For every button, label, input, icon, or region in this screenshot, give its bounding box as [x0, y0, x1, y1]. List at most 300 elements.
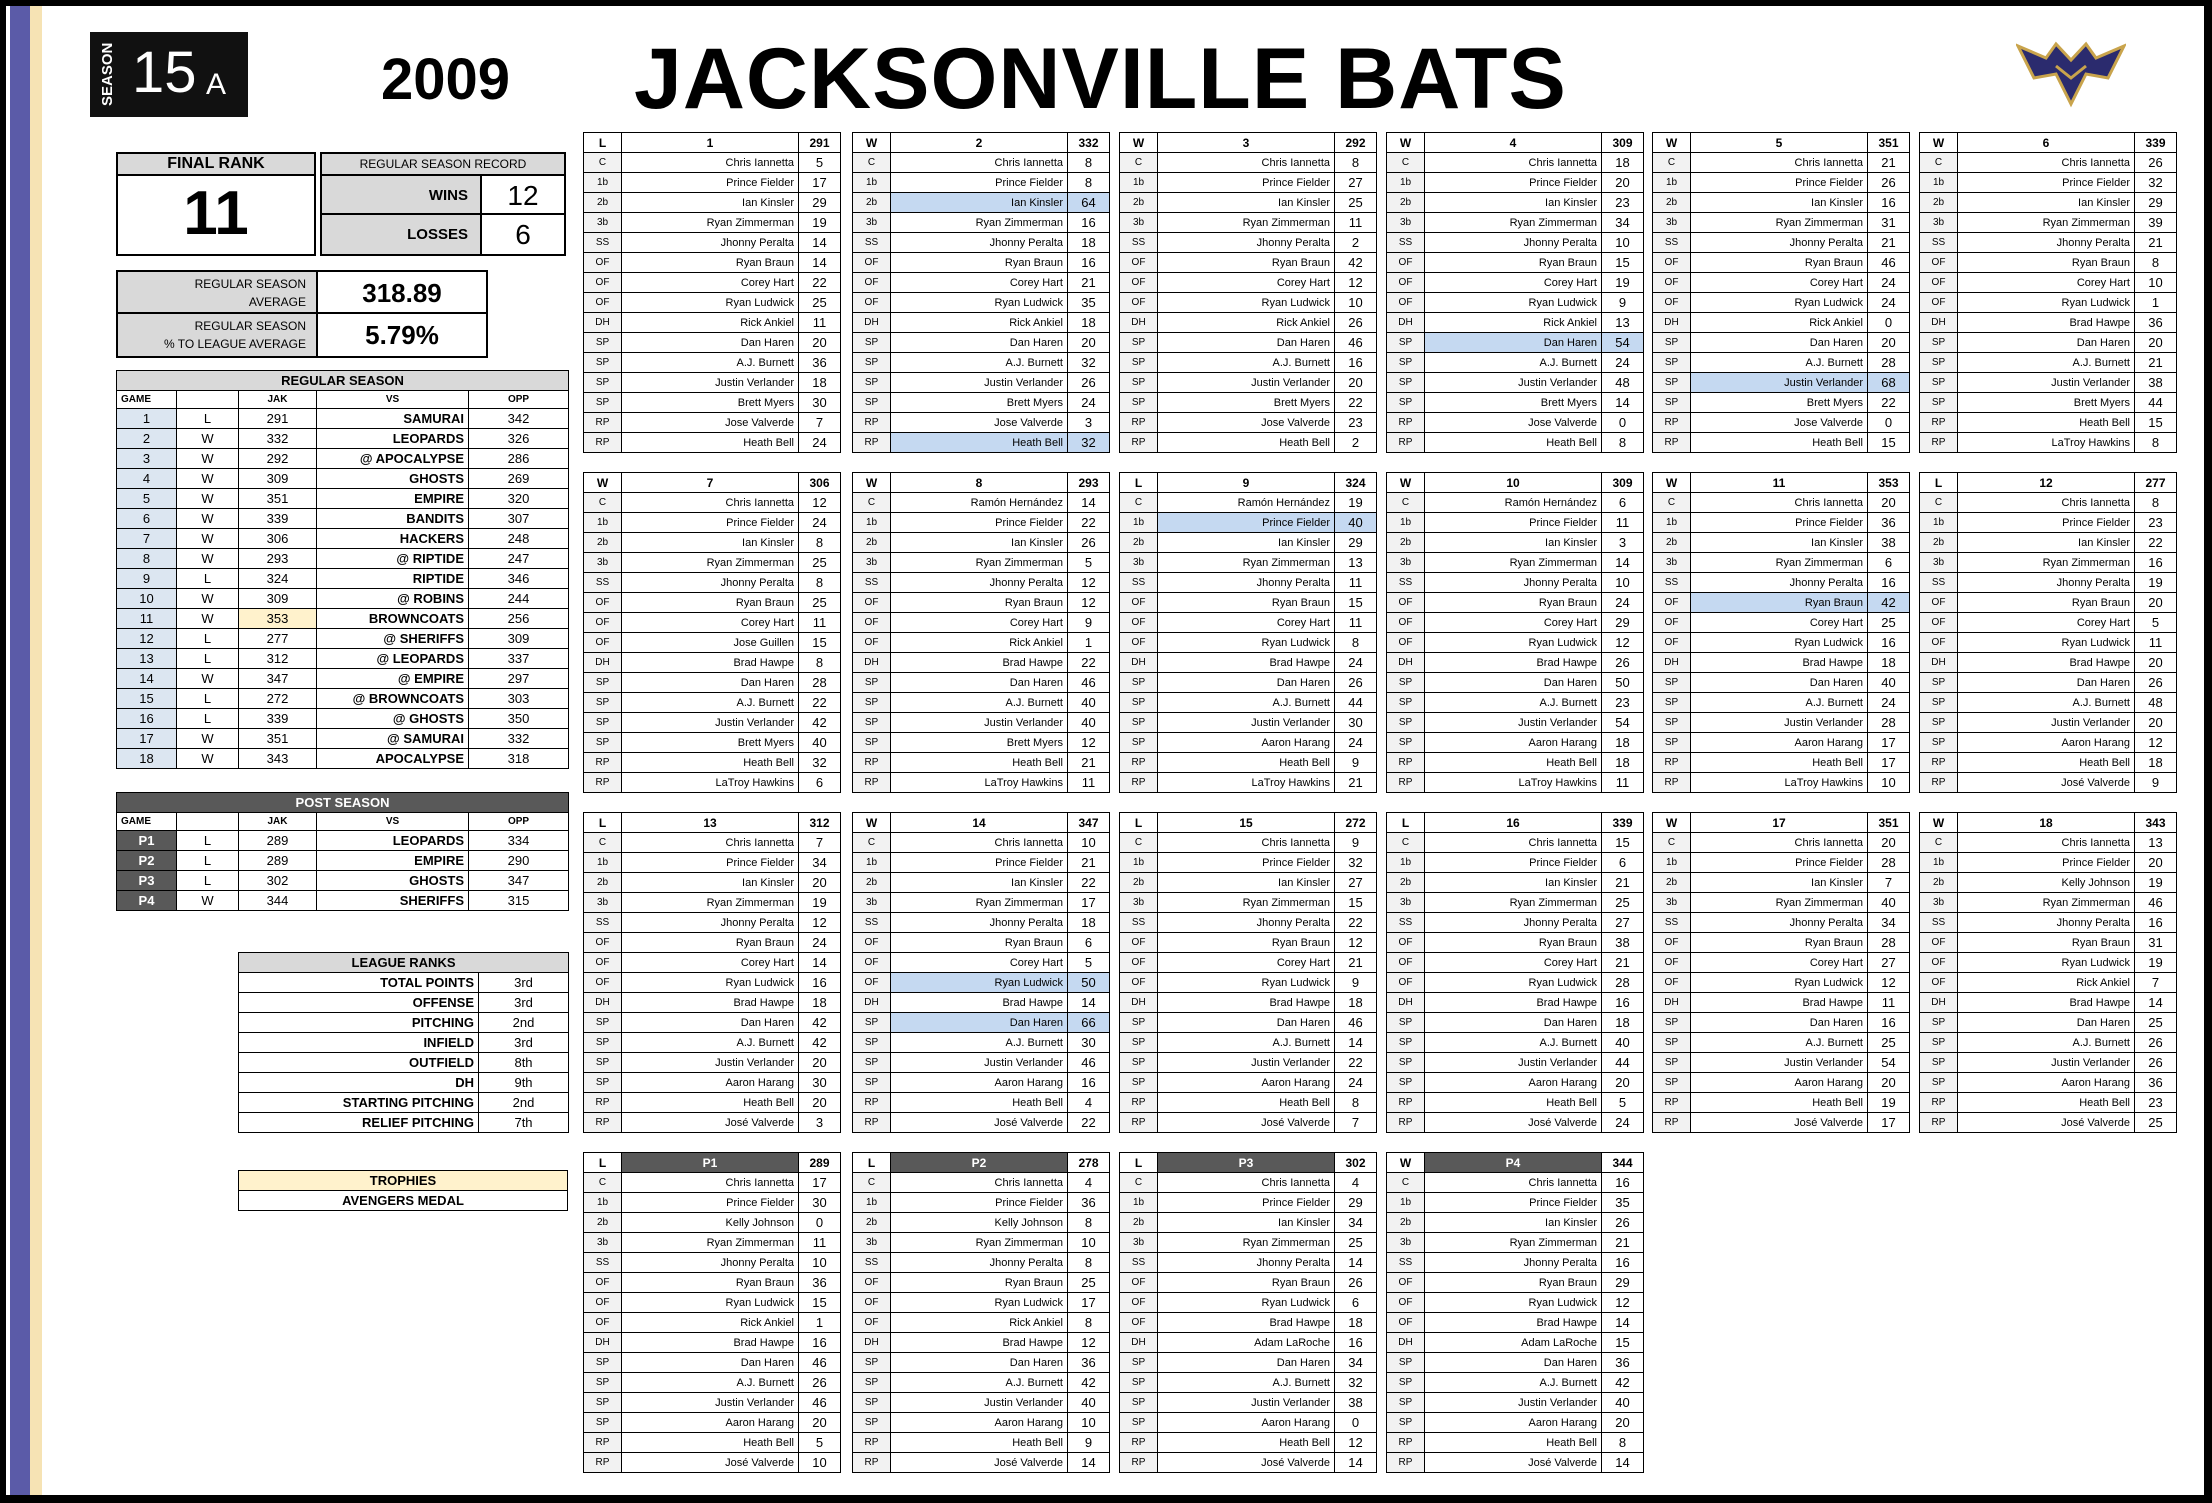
game-result: W: [853, 813, 891, 833]
game-number: P1: [117, 831, 177, 851]
player-name: Prince Fielder: [622, 513, 799, 533]
player-row: [1653, 333, 1910, 353]
season-badge: [90, 32, 248, 117]
player-row: [1120, 1173, 1377, 1193]
player-points: 12: [1335, 273, 1377, 293]
player-name: Heath Bell: [1158, 1093, 1335, 1113]
player-name: Ryan Braun: [1425, 933, 1602, 953]
position: SP: [584, 733, 622, 753]
player-row: [1653, 853, 1910, 873]
player-name: Ian Kinsler: [1158, 193, 1335, 213]
header-cell: JAK: [239, 813, 317, 831]
player-points: 36: [799, 1273, 841, 1293]
game-score: 339: [2135, 133, 2177, 153]
game-number: 16: [1425, 813, 1602, 833]
player-row: [584, 253, 841, 273]
game-number: 5: [117, 489, 177, 509]
player-name: Brett Myers: [622, 733, 799, 753]
game-table: [1652, 812, 1910, 1133]
player-points: 28: [1602, 973, 1644, 993]
result: W: [177, 669, 239, 689]
player-points: 12: [2135, 733, 2177, 753]
player-points: 24: [1602, 593, 1644, 613]
player-row: [1387, 1393, 1644, 1413]
player-row: [1920, 193, 2177, 213]
position: SP: [1387, 1013, 1425, 1033]
position: SP: [1120, 1013, 1158, 1033]
opp-score: 332: [469, 729, 569, 749]
season-label: SEASON: [99, 42, 116, 106]
player-row: [1920, 853, 2177, 873]
position: 2b: [584, 533, 622, 553]
player-points: 18: [2135, 753, 2177, 773]
player-name: Jhonny Peralta: [891, 913, 1068, 933]
player-row: [1387, 373, 1644, 393]
player-row: [1387, 1373, 1644, 1393]
player-points: 16: [1068, 253, 1110, 273]
position: C: [1387, 1173, 1425, 1193]
player-row: [1920, 433, 2177, 453]
game-header-row: [584, 473, 841, 493]
player-name: Prince Fielder: [891, 1193, 1068, 1213]
result: L: [177, 649, 239, 669]
player-points: 40: [1068, 693, 1110, 713]
player-points: 14: [1602, 393, 1644, 413]
player-points: 24: [1335, 653, 1377, 673]
position: 1b: [584, 853, 622, 873]
player-name: Heath Bell: [1425, 1433, 1602, 1453]
game-number: 4: [117, 469, 177, 489]
player-points: 42: [1068, 1373, 1110, 1393]
position: OF: [1120, 273, 1158, 293]
schedule-row: [117, 589, 569, 609]
player-row: [1120, 513, 1377, 533]
player-row: [1120, 873, 1377, 893]
player-row: [1120, 1193, 1377, 1213]
player-points: 24: [1868, 693, 1910, 713]
player-points: 31: [2135, 933, 2177, 953]
player-row: [1653, 173, 1910, 193]
player-points: 48: [1602, 373, 1644, 393]
player-points: 29: [2135, 193, 2177, 213]
player-name: Dan Haren: [622, 1013, 799, 1033]
game-box-P3: [1119, 1152, 1377, 1473]
player-name: Ryan Braun: [622, 253, 799, 273]
position: 1b: [853, 173, 891, 193]
rank-row: [239, 993, 569, 1013]
game-score: 351: [1868, 133, 1910, 153]
position: OF: [584, 273, 622, 293]
opp-score: 347: [469, 871, 569, 891]
player-row: [584, 873, 841, 893]
player-row: [1120, 1373, 1377, 1393]
player-name: Ryan Zimmerman: [622, 553, 799, 573]
player-points: 29: [799, 193, 841, 213]
position: OF: [853, 253, 891, 273]
result: W: [177, 489, 239, 509]
result: L: [177, 851, 239, 871]
rank-category: TOTAL POINTS: [239, 973, 479, 993]
game-box-13: [583, 812, 841, 1133]
player-name: Aaron Harang: [891, 1413, 1068, 1433]
position: C: [1120, 833, 1158, 853]
position: SP: [584, 1373, 622, 1393]
player-row: [1387, 1113, 1644, 1133]
player-points: 20: [1868, 1073, 1910, 1093]
game-result: W: [1920, 133, 1958, 153]
trophy-item: AVENGERS MEDAL: [239, 1191, 568, 1211]
player-points: 10: [799, 1453, 841, 1473]
player-points: 26: [1335, 1273, 1377, 1293]
jak-score: 272: [239, 689, 317, 709]
player-row: [1653, 1013, 1910, 1033]
player-name: Ramón Hernández: [891, 493, 1068, 513]
position: 2b: [1387, 193, 1425, 213]
position: SP: [1120, 1353, 1158, 1373]
player-row: [584, 533, 841, 553]
game-number: 8: [891, 473, 1068, 493]
player-row: [853, 1013, 1110, 1033]
position: SP: [1120, 713, 1158, 733]
game-number: 10: [1425, 473, 1602, 493]
player-name: Chris Iannetta: [622, 493, 799, 513]
player-points: 28: [1868, 853, 1910, 873]
game-score: 324: [1335, 473, 1377, 493]
player-name: Prince Fielder: [1691, 173, 1868, 193]
player-row: [1920, 633, 2177, 653]
player-points: 14: [1068, 993, 1110, 1013]
position: SS: [1120, 233, 1158, 253]
player-points: 54: [1602, 333, 1644, 353]
player-points: 12: [1335, 933, 1377, 953]
player-points: 22: [1335, 393, 1377, 413]
player-points: 32: [1068, 353, 1110, 373]
player-points: 26: [2135, 153, 2177, 173]
position: 1b: [1387, 513, 1425, 533]
post-season-table: [116, 792, 569, 911]
position: SP: [584, 673, 622, 693]
player-points: 8: [2135, 253, 2177, 273]
position: RP: [1120, 433, 1158, 453]
player-points: 25: [1868, 1033, 1910, 1053]
opp-score: 318: [469, 749, 569, 769]
player-row: [1653, 533, 1910, 553]
player-name: Rick Ankiel: [1958, 973, 2135, 993]
game-number: 15: [117, 689, 177, 709]
player-name: Prince Fielder: [891, 853, 1068, 873]
player-row: [1653, 373, 1910, 393]
player-name: Brad Hawpe: [1158, 653, 1335, 673]
player-points: 6: [1335, 1293, 1377, 1313]
game-header-row: [1387, 1153, 1644, 1173]
position: SP: [853, 1073, 891, 1093]
game-score: 332: [1068, 133, 1110, 153]
player-name: Dan Haren: [622, 673, 799, 693]
player-points: 4: [1068, 1093, 1110, 1113]
game-box-12: [1919, 472, 2177, 793]
player-points: 8: [1068, 173, 1110, 193]
player-name: Brad Hawpe: [1425, 1313, 1602, 1333]
player-name: Ryan Ludwick: [1958, 633, 2135, 653]
player-name: Chris Iannetta: [1158, 833, 1335, 853]
position: C: [853, 1173, 891, 1193]
player-points: 13: [2135, 833, 2177, 853]
player-points: 18: [1335, 1313, 1377, 1333]
player-row: [1653, 393, 1910, 413]
game-result: L: [853, 1153, 891, 1173]
player-name: Kelly Johnson: [622, 1213, 799, 1233]
player-name: Ryan Ludwick: [1958, 953, 2135, 973]
player-points: 29: [1602, 613, 1644, 633]
player-points: 8: [799, 533, 841, 553]
player-name: Justin Verlander: [891, 713, 1068, 733]
game-number: 8: [117, 549, 177, 569]
player-name: Prince Fielder: [1958, 853, 2135, 873]
player-name: A.J. Burnett: [1158, 353, 1335, 373]
position: 1b: [1920, 173, 1958, 193]
player-row: [1653, 313, 1910, 333]
position: OF: [1120, 1273, 1158, 1293]
game-table: [1119, 132, 1377, 453]
player-points: 9: [1335, 833, 1377, 853]
game-box-P4: [1386, 1152, 1644, 1473]
player-name: Corey Hart: [891, 613, 1068, 633]
player-points: 12: [1068, 733, 1110, 753]
player-row: [1653, 293, 1910, 313]
player-row: [584, 193, 841, 213]
position: SP: [1920, 1073, 1958, 1093]
position: OF: [1387, 633, 1425, 653]
player-row: [1920, 653, 2177, 673]
jak-score: 312: [239, 649, 317, 669]
player-points: 5: [1068, 553, 1110, 573]
player-name: Jhonny Peralta: [1691, 233, 1868, 253]
position: OF: [1653, 593, 1691, 613]
player-name: Jhonny Peralta: [1958, 573, 2135, 593]
player-row: [1120, 1073, 1377, 1093]
player-points: 42: [799, 1033, 841, 1053]
player-row: [1920, 733, 2177, 753]
player-points: 42: [799, 713, 841, 733]
position: DH: [1120, 1333, 1158, 1353]
game-box-9: [1119, 472, 1377, 793]
position: OF: [853, 613, 891, 633]
game-number: 12: [117, 629, 177, 649]
player-points: 26: [1868, 173, 1910, 193]
opp-score: 307: [469, 509, 569, 529]
player-row: [1920, 933, 2177, 953]
player-name: Brett Myers: [891, 733, 1068, 753]
player-name: Brad Hawpe: [1958, 313, 2135, 333]
player-name: Corey Hart: [1958, 273, 2135, 293]
player-points: 42: [1602, 1373, 1644, 1393]
player-points: 16: [1868, 573, 1910, 593]
player-row: [1920, 533, 2177, 553]
player-points: 11: [1335, 613, 1377, 633]
final-rank-label: FINAL RANK: [118, 154, 314, 176]
game-table: [1652, 132, 1910, 453]
player-points: 19: [1868, 1093, 1910, 1113]
position: 2b: [853, 1213, 891, 1233]
player-row: [1920, 213, 2177, 233]
game-number: P3: [1158, 1153, 1335, 1173]
player-row: [584, 513, 841, 533]
position: 1b: [1653, 513, 1691, 533]
player-name: Justin Verlander: [1691, 1053, 1868, 1073]
game-box-18: [1919, 812, 2177, 1133]
player-points: 21: [1068, 273, 1110, 293]
player-points: 16: [799, 1333, 841, 1353]
player-points: 34: [1335, 1213, 1377, 1233]
player-name: Chris Iannetta: [622, 1173, 799, 1193]
player-name: Aaron Harang: [622, 1073, 799, 1093]
player-name: Ryan Ludwick: [1425, 293, 1602, 313]
player-points: 31: [1868, 213, 1910, 233]
result: W: [177, 749, 239, 769]
opponent: BANDITS: [317, 509, 469, 529]
player-name: Heath Bell: [1691, 433, 1868, 453]
player-row: [584, 1373, 841, 1393]
position: RP: [1387, 1433, 1425, 1453]
player-row: [584, 1333, 841, 1353]
player-points: 28: [1868, 353, 1910, 373]
player-name: Jose Valverde: [1158, 413, 1335, 433]
player-name: Heath Bell: [891, 433, 1068, 453]
position: RP: [1653, 753, 1691, 773]
player-name: Ryan Zimmerman: [1958, 553, 2135, 573]
position: DH: [1387, 653, 1425, 673]
schedule-row: [117, 629, 569, 649]
schedule-row: [117, 429, 569, 449]
position: RP: [1387, 1453, 1425, 1473]
player-row: [1653, 593, 1910, 613]
player-points: 25: [1068, 1273, 1110, 1293]
game-box-3: [1119, 132, 1377, 453]
player-points: 30: [799, 1073, 841, 1093]
position: OF: [1920, 253, 1958, 273]
game-score: 351: [1868, 813, 1910, 833]
player-name: Justin Verlander: [1958, 713, 2135, 733]
position: SP: [584, 693, 622, 713]
player-row: [853, 633, 1110, 653]
player-row: [1653, 993, 1910, 1013]
player-points: 14: [1335, 1033, 1377, 1053]
game-number: 18: [117, 749, 177, 769]
game-number: 12: [1958, 473, 2135, 493]
player-points: 26: [1068, 373, 1110, 393]
player-name: Ryan Braun: [1425, 253, 1602, 273]
player-points: 27: [1602, 913, 1644, 933]
player-name: Chris Iannetta: [1158, 1173, 1335, 1193]
opp-score: 326: [469, 429, 569, 449]
position: RP: [584, 1093, 622, 1113]
player-name: Dan Haren: [1158, 1353, 1335, 1373]
wins-label: WINS: [322, 176, 482, 213]
opp-score: 269: [469, 469, 569, 489]
player-name: Brad Hawpe: [1158, 1313, 1335, 1333]
position: OF: [1920, 593, 1958, 613]
player-name: Jhonny Peralta: [1158, 913, 1335, 933]
player-points: 46: [1335, 333, 1377, 353]
position: SS: [584, 233, 622, 253]
player-name: Ryan Braun: [1425, 1273, 1602, 1293]
player-name: Dan Haren: [1691, 333, 1868, 353]
player-row: [1120, 1413, 1377, 1433]
player-name: Prince Fielder: [622, 1193, 799, 1213]
position: SP: [853, 733, 891, 753]
player-name: A.J. Burnett: [891, 693, 1068, 713]
player-name: Ian Kinsler: [1425, 873, 1602, 893]
player-name: Heath Bell: [1958, 1093, 2135, 1113]
player-points: 10: [799, 1253, 841, 1273]
position: OF: [853, 293, 891, 313]
position: C: [1387, 493, 1425, 513]
player-row: [584, 1253, 841, 1273]
trophies-title: TROPHIES: [239, 1171, 568, 1191]
opp-score: 346: [469, 569, 569, 589]
opponent: GHOSTS: [317, 871, 469, 891]
position: SP: [853, 713, 891, 733]
player-points: 10: [1068, 833, 1110, 853]
player-points: 20: [2135, 853, 2177, 873]
position: SP: [1653, 1073, 1691, 1093]
position: SP: [584, 1053, 622, 1073]
position: SS: [1920, 573, 1958, 593]
position: C: [584, 493, 622, 513]
player-points: 22: [1068, 513, 1110, 533]
player-row: [584, 373, 841, 393]
position: 1b: [1387, 853, 1425, 873]
player-row: [1920, 1013, 2177, 1033]
position: DH: [1653, 653, 1691, 673]
player-row: [1120, 1293, 1377, 1313]
opp-score: 297: [469, 669, 569, 689]
player-points: 23: [2135, 1093, 2177, 1113]
position: SP: [1120, 693, 1158, 713]
player-name: Justin Verlander: [1158, 1053, 1335, 1073]
player-row: [1120, 1013, 1377, 1033]
player-name: Jhonny Peralta: [1691, 913, 1868, 933]
player-row: [1120, 1233, 1377, 1253]
position: 1b: [1120, 1193, 1158, 1213]
game-score: 278: [1068, 1153, 1110, 1173]
game-result: W: [1653, 473, 1691, 493]
player-name: Ryan Ludwick: [1425, 973, 1602, 993]
position: SP: [1920, 733, 1958, 753]
player-name: Heath Bell: [1158, 753, 1335, 773]
position: OF: [584, 1313, 622, 1333]
player-name: Ryan Zimmerman: [622, 213, 799, 233]
player-row: [1920, 153, 2177, 173]
opp-score: 334: [469, 831, 569, 851]
player-points: 18: [1602, 733, 1644, 753]
position: OF: [1120, 953, 1158, 973]
player-points: 30: [799, 1193, 841, 1213]
player-points: 8: [2135, 433, 2177, 453]
player-row: [853, 333, 1110, 353]
position: SS: [584, 1253, 622, 1273]
position: 2b: [1120, 1213, 1158, 1233]
player-name: Justin Verlander: [891, 1393, 1068, 1413]
position: OF: [584, 933, 622, 953]
player-points: 9: [1335, 753, 1377, 773]
player-points: 7: [1868, 873, 1910, 893]
position: SP: [853, 373, 891, 393]
player-points: 25: [2135, 1113, 2177, 1133]
game-number: 1: [117, 409, 177, 429]
jak-score: 291: [239, 409, 317, 429]
player-points: 21: [1335, 773, 1377, 793]
